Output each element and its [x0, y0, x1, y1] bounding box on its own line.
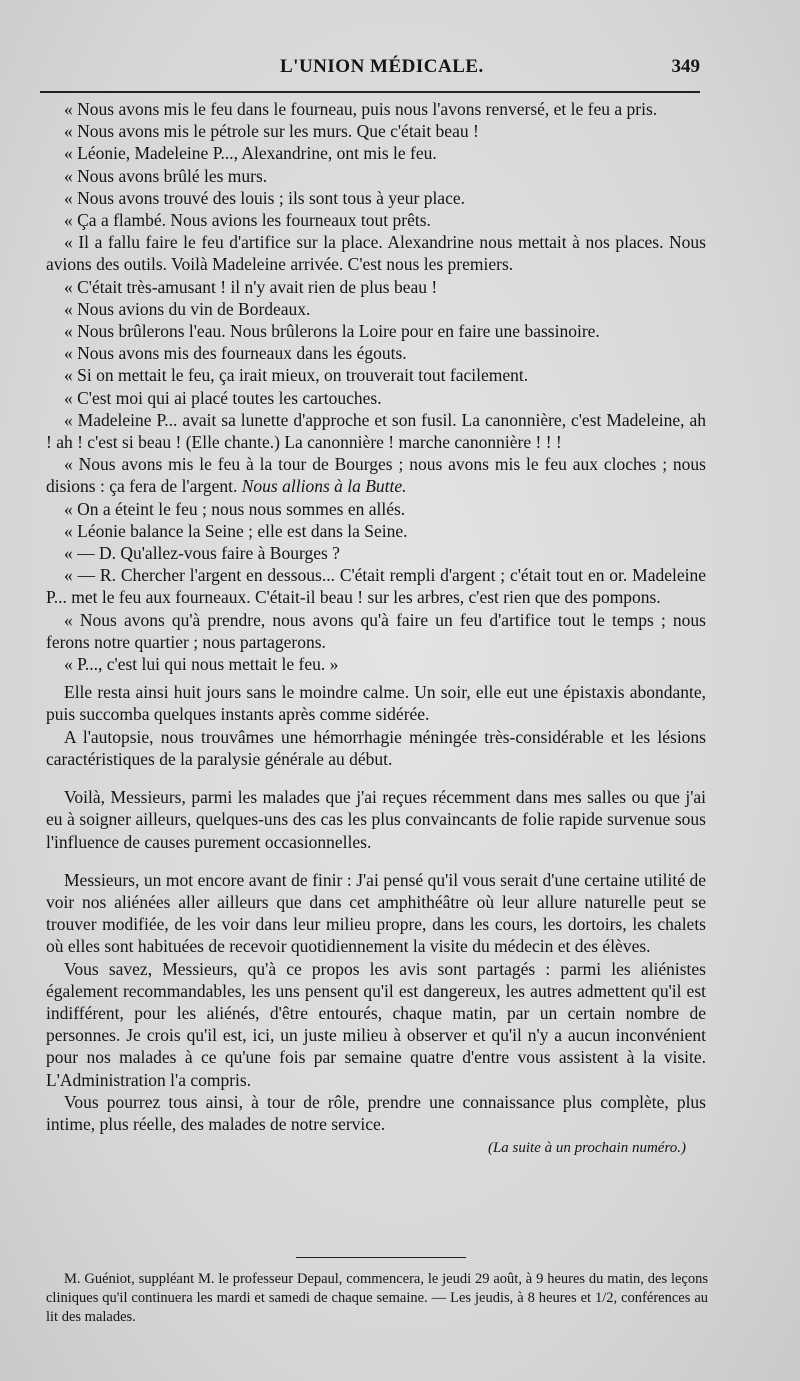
paragraph: « Nous avons trouvé des louis ; ils sont tous à yeur place. [64, 187, 465, 208]
paragraph: « Nous brûlerons l'eau. Nous brûlerons la Loire pour en faire une bassinoire. [64, 321, 600, 342]
paragraph: « Nous avons qu'à prendre, nous avons qu'à faire un feu d'artifice tout le temps ; nous ferons notre quartier ; nous partagerons. [46, 609, 706, 652]
paragraph: « — R. Chercher l'argent en dessous... C'était rempli d'argent ; c'était tout en or. Madeleine P... met le feu aux fourneaux. C'était-il beau ! sur les arbres, c'est rien que des pompons. [46, 565, 706, 608]
paragraph: « C'est moi qui ai placé toutes les cartouches. [64, 387, 382, 408]
paragraph: « Nous avons mis le feu dans le fourneau, puis nous l'avons renversé, et le feu a pris. [64, 99, 658, 119]
footnote-rule [296, 1257, 466, 1258]
paragraph: « Il a fallu faire le feu d'artifice sur la place. Alexandrine nous mettait à nos places. Nous avions des outils. Voilà Madeleine arrivée. C'est nous les premiers. [46, 232, 706, 275]
paragraph: « Nous avons mis le pétrole sur les murs. Que c'était beau ! [64, 121, 479, 142]
paragraph: « P..., c'est lui qui nous mettait le feu. » [64, 654, 339, 675]
page-number: 349 [671, 56, 700, 77]
paragraph: « Léonie, Madeleine P..., Alexandrine, ont mis le feu. [64, 143, 437, 164]
paragraph: Voilà, Messieurs, parmi les malades que j'ai reçues récemment dans mes salles ou que j'ai eu à soigner ailleurs, quelques-uns des cas les plus convaincants de folie rapide survenue sous l'influence de causes purement occasionnelles. [46, 787, 706, 852]
paragraph: « Madeleine P... avait sa lunette d'approche et son fusil. La canonnière, c'est Madeleine, ah ! ah ! c'est si beau ! (Elle chante.) La canonnière ! marche canonnière ! ! ! [46, 409, 706, 453]
paragraph: « Ça a flambé. Nous avions les fourneaux tout prêts. [64, 210, 431, 231]
paragraph: A l'autopsie, nous trouvâmes une hémorrhagie méningée très-considérable et les lésions caractéristiques de la paralysie générale au début. [46, 726, 706, 769]
footnote [46, 1270, 708, 1327]
paragraph: Elle resta ainsi huit jours sans le moindre calme. Un soir, elle eut une épistaxis abondante, puis succomba quelques instants après comme sidérée. [46, 682, 706, 725]
paragraph: Vous savez, Messieurs, qu'à ce propos les avis sont partagés : parmi les aliénistes également recommandables, les uns pensent qu'il est dangereux, les autres admettent qu'il est indifférent, pour les aliénés, d'être entourés, chaque matin, par un certain nombre de personnes. Je crois qu'il est, ici, un juste milieu à observer et qu'il n'y a aucun inconvénient pour nos malades à ce qu'une fois par semaine quatre d'entre vous assistent à la visite. L'Administration l'a compris. [46, 958, 706, 1090]
header-rule [40, 91, 700, 93]
paragraph: « — D. Qu'allez-vous faire à Bourges ? [64, 543, 340, 564]
article-body [46, 98, 706, 1159]
paragraph: « C'était très-amusant ! il n'y avait rien de plus beau ! [64, 276, 438, 297]
paragraph-with-italic [46, 453, 706, 497]
running-title: L'UNION MÉDICALE. [280, 56, 484, 77]
paragraph-text: « Nous avons mis le feu à la tour de Bourges ; nous avons mis le feu aux cloches ; nous disions : ça fera de l'argent. [46, 454, 706, 497]
paragraph: Messieurs, un mot encore avant de finir : J'ai pensé qu'il vous serait d'une certaine utilité de voir nos aliénées aller ailleurs que dans cet amphithéâtre où leur allure naturelle peut se trouver modifiée, de les voir dans leur milieu propre, dans les cours, les dortoirs, les chalets où elles sont habituées de recevoir quotidiennement la visite du médecin et des élèves. [46, 869, 706, 957]
paragraph: « On a éteint le feu ; nous nous sommes en allés. [64, 498, 406, 519]
paragraph: « Léonie balance la Seine ; elle est dans la Seine. [64, 520, 408, 541]
continuation-note: (La suite à un prochain numéro.) [487, 1140, 686, 1157]
page-header [44, 56, 700, 86]
italic-phrase: Nous allions à la Butte. [241, 476, 407, 497]
paragraph: « Si on mettait le feu, ça irait mieux, on trouverait tout facilement. [64, 365, 529, 386]
paragraph: « Nous avons mis des fourneaux dans les égouts. [64, 343, 407, 364]
paragraph: « Nous avions du vin de Bordeaux. [64, 298, 311, 319]
paragraph: « Nous avons brûlé les murs. [64, 165, 268, 186]
paragraph: Vous pourrez tous ainsi, à tour de rôle, prendre une connaissance plus complète, plus intime, plus réelle, des malades de notre service. [46, 1091, 706, 1134]
footnote-text: M. Guéniot, suppléant M. le professeur Depaul, commencera, le jeudi 29 août, à 9 heures du matin, des leçons cliniques qu'il continuera les mardi et samedi de chaque semaine. — Les jeudis, à 8 heures et 1/2, conférences au lit des malades. [46, 1271, 708, 1325]
